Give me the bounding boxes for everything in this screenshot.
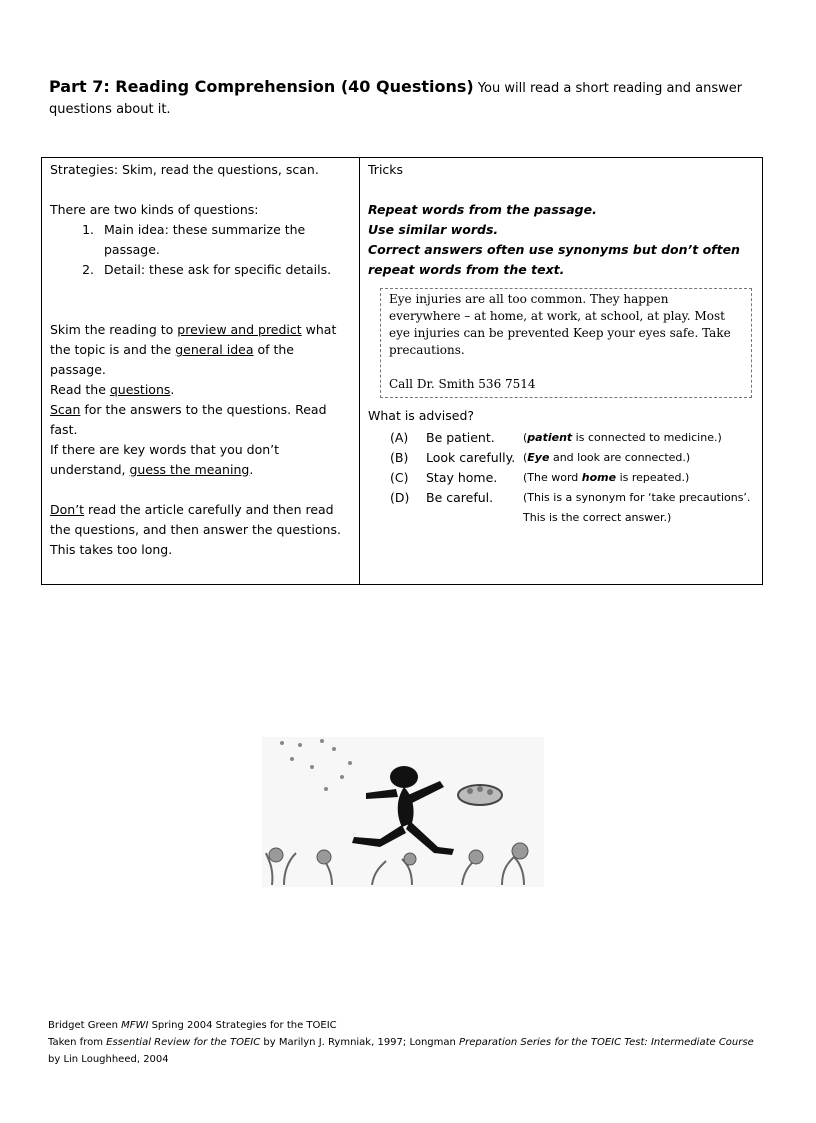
running-figure-illustration: [262, 737, 544, 887]
excerpt-text: Eye injuries are all too common. They happen everywhere – at home, at work, at school, at play. Most eye injuries can be prevented Keep your eyes safe. Take precautions.: [389, 292, 731, 357]
read-instruction: Read the questions.: [50, 382, 175, 397]
kinds-list: [50, 220, 351, 280]
keywords-instruction: If there are key words that you don’t understand, guess the meaning.: [50, 442, 280, 477]
tricks-cell: [360, 158, 763, 585]
kinds-intro: There are two kinds of questions:: [50, 202, 259, 217]
strategies-cell: [42, 158, 360, 585]
answer-option: (B) Look carefully. (Eye and look are connected.): [390, 450, 691, 465]
answer-option: (A) Be patient. (patient is connected to medicine.): [390, 430, 722, 445]
excerpt-contact: Call Dr. Smith 536 7514: [389, 377, 536, 391]
page-header: [49, 76, 769, 120]
strategy-table: [41, 157, 763, 585]
footer-author-line: Bridget Green MFWI Spring 2004 Strategies for the TOEIC: [48, 1020, 337, 1031]
citation-footer: [48, 1017, 768, 1068]
answer-option: (D) Be careful. (This is a synonym for ‘take precautions’. This is the correct answer.): [390, 490, 751, 524]
trick-repeat-words: Repeat words from the passage.: [368, 202, 597, 217]
scan-instruction: Scan for the answers to the questions. Read fast.: [50, 402, 327, 437]
footer-source-line: Taken from Essential Review for the TOEIC by Marilyn J. Rymniak, 1997; Longman Preparation Series for the TOEIC Test: Intermediate Course by Lin Loughheed, 2004: [48, 1037, 754, 1065]
reading-excerpt: [380, 288, 752, 398]
kind-main-idea: 1. Main idea: these summarize the passage.: [98, 220, 351, 260]
strategies-heading: Strategies: Skim, read the questions, scan.: [50, 162, 319, 177]
question-text: What is advised?: [368, 408, 475, 423]
kind-detail: 2. Detail: these ask for specific details.: [98, 260, 351, 280]
trick-similar-words: Use similar words.: [368, 222, 499, 237]
trick-synonyms: Correct answers often use synonyms but don’t often repeat words from the text.: [368, 242, 740, 277]
skim-instruction: Skim the reading to preview and predict what the topic is and the general idea of the passage.: [50, 322, 337, 377]
page-title: Part 7: Reading Comprehension (40 Questions): [49, 77, 474, 96]
tricks-heading: Tricks: [368, 162, 404, 177]
page-description: You will read a short reading and answer questions about it.: [49, 81, 743, 117]
answer-list: [390, 428, 754, 528]
answer-option: (C) Stay home. (The word home is repeated.): [390, 470, 690, 485]
dont-instruction: Don’t read the article carefully and then read the questions, and then answer the questions. This takes too long.: [50, 502, 341, 557]
